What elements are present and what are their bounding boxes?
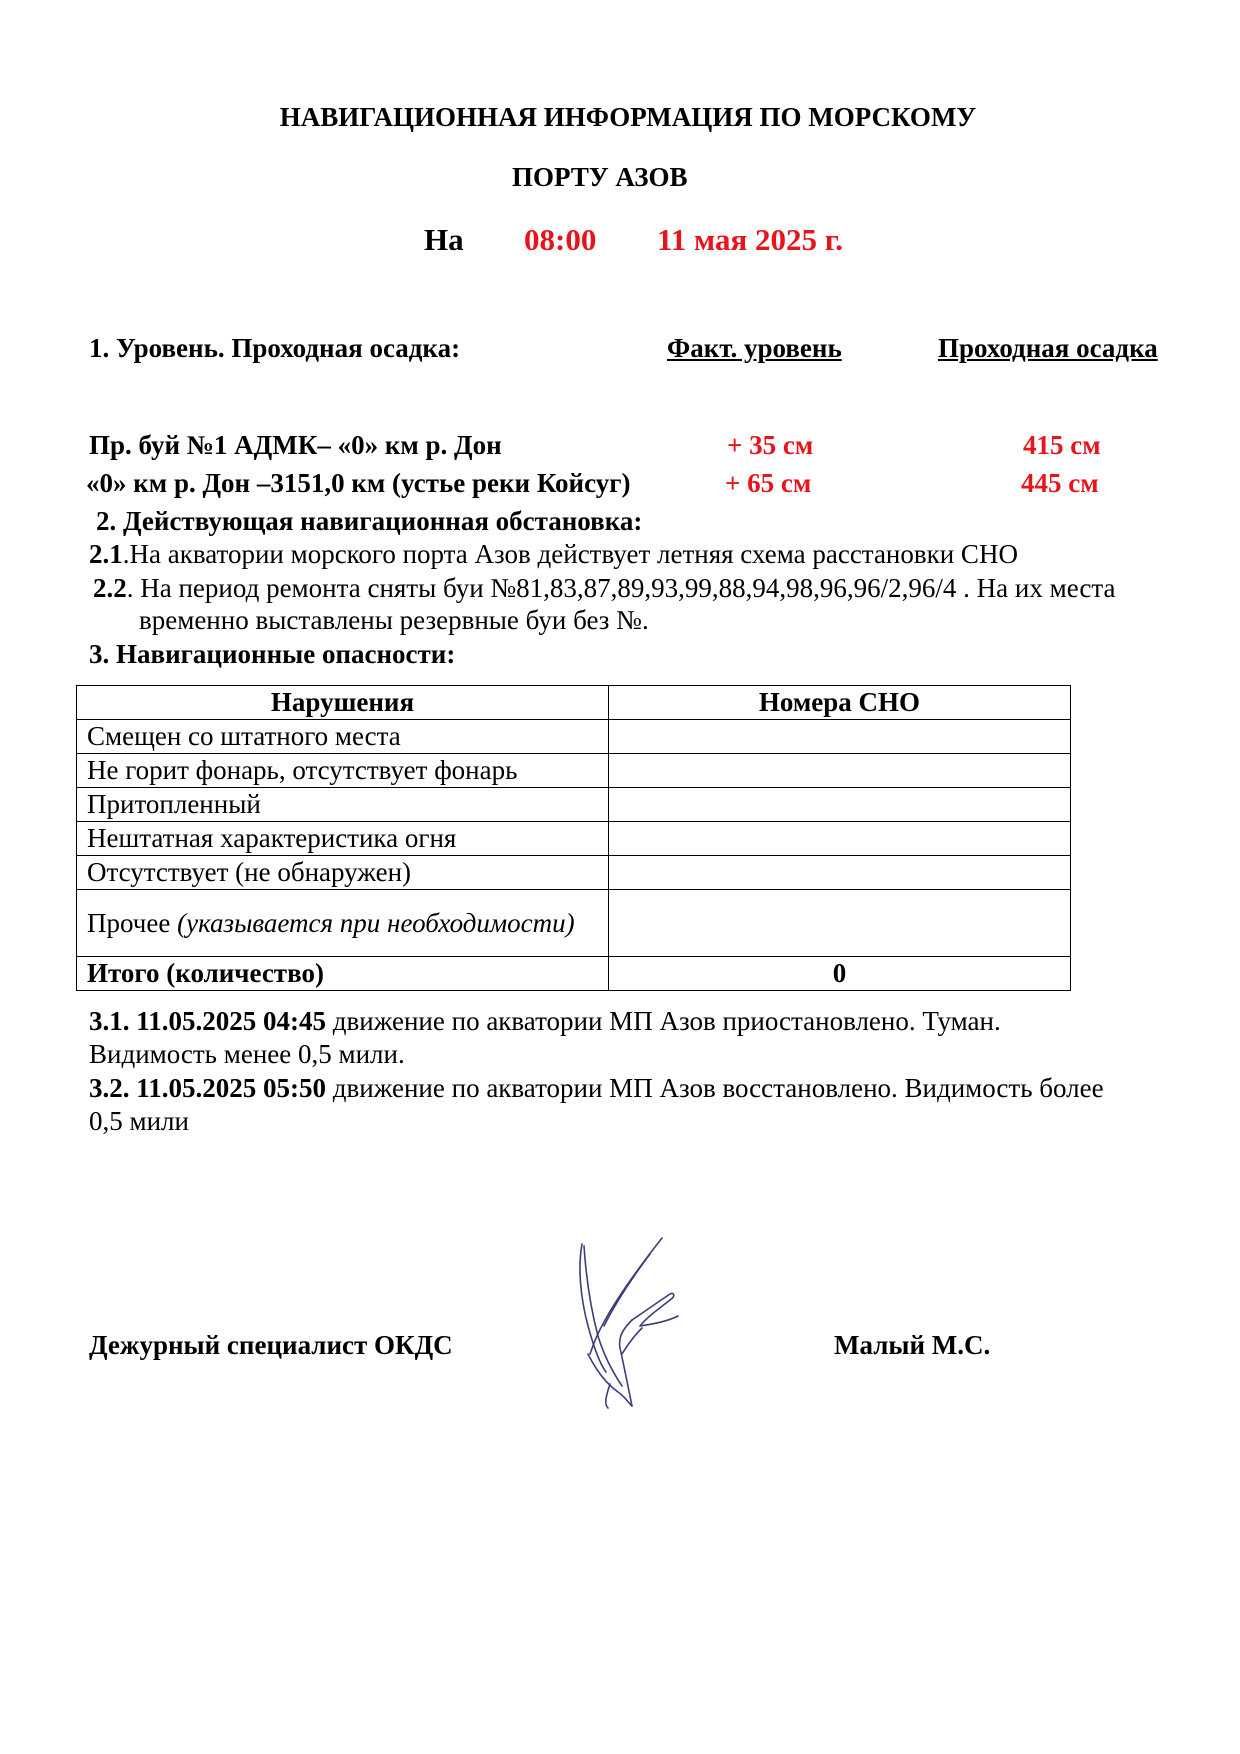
sno-numbers-cell (609, 720, 1071, 754)
sno-numbers-cell (609, 788, 1071, 822)
note-3-2: 3.2. 11.05.2025 05:50 движение по акватории МП Азов восстановлено. Видимость более (89, 1073, 1104, 1103)
level-row-1-level: + 35 см (727, 430, 814, 460)
table-row-other (77, 890, 1071, 957)
duty-specialist-label: Дежурный специалист ОКДС (89, 1330, 453, 1360)
sno-numbers-cell (609, 856, 1071, 890)
note-3-1: 3.1. 11.05.2025 04:45 движение по акватории МП Азов приостановлено. Туман. (89, 1006, 1001, 1036)
total-value: 0 (609, 957, 1071, 991)
sno-numbers-cell (609, 890, 1071, 957)
document-subtitle: ПОРТУ АЗОВ (512, 162, 688, 192)
report-time: 08:00 (524, 222, 597, 257)
violation-cell: Смещен со штатного места (77, 720, 609, 754)
date-prefix: На (424, 222, 464, 257)
section2-item-1: 2.1.На акватории морского порта Азов действует летняя схема расстановки СНО (89, 539, 1018, 569)
section2-heading: 2. Действующая навигационная обстановка: (96, 506, 643, 536)
violation-cell: Нештатная характеристика огня (77, 822, 609, 856)
level-row-1-location: Пр. буй №1 АДМК– «0» км р. Дон (89, 430, 502, 460)
violation-cell: Отсутствует (не обнаружен) (77, 856, 609, 890)
section3-heading: 3. Навигационные опасности: (89, 639, 456, 669)
column-fact-level: Факт. уровень (667, 333, 842, 363)
report-date: 11 мая 2025 г. (657, 222, 844, 257)
violation-cell: Притопленный (77, 788, 609, 822)
table-row (77, 822, 1071, 856)
table-row (77, 720, 1071, 754)
section1-heading: 1. Уровень. Проходная осадка: (89, 333, 461, 363)
level-row-2-level: + 65 см (725, 468, 812, 498)
document-title: НАВИГАЦИОННАЯ ИНФОРМАЦИЯ ПО МОРСКОМУ (279, 102, 977, 132)
violation-cell: Не горит фонарь, отсутствует фонарь (77, 754, 609, 788)
hazards-table (76, 685, 1071, 991)
sno-numbers-cell (609, 822, 1071, 856)
signatory-name: Малый М.С. (834, 1330, 991, 1360)
table-row (77, 788, 1071, 822)
header-sno-numbers: Номера СНО (609, 686, 1071, 720)
level-row-2-draft: 445 см (1021, 468, 1099, 498)
signature-image (570, 1236, 700, 1411)
note-3-1-continuation: Видимость менее 0,5 мили. (89, 1039, 405, 1069)
total-label: Итого (количество) (77, 957, 609, 991)
level-row-2-location: «0» км р. Дон –3151,0 км (устье реки Койсуг) (86, 468, 631, 498)
table-row (77, 754, 1071, 788)
header-violations: Нарушения (77, 686, 609, 720)
table-header-row (77, 686, 1071, 720)
sno-numbers-cell (609, 754, 1071, 788)
table-total-row (77, 957, 1071, 991)
violation-other-cell: Прочее (указывается при необходимости) (77, 890, 609, 957)
column-draft: Проходная осадка (938, 333, 1158, 363)
section2-item-2-continuation: временно выставлены резервные буи без №. (139, 605, 649, 635)
section2-item-2: 2.2. На период ремонта сняты буи №81,83,87,89,93,99,88,94,98,96,96/2,96/4 . На их места (93, 573, 1116, 603)
table-row (77, 856, 1071, 890)
note-3-2-continuation: 0,5 мили (89, 1106, 189, 1136)
level-row-1-draft: 415 см (1023, 430, 1101, 460)
